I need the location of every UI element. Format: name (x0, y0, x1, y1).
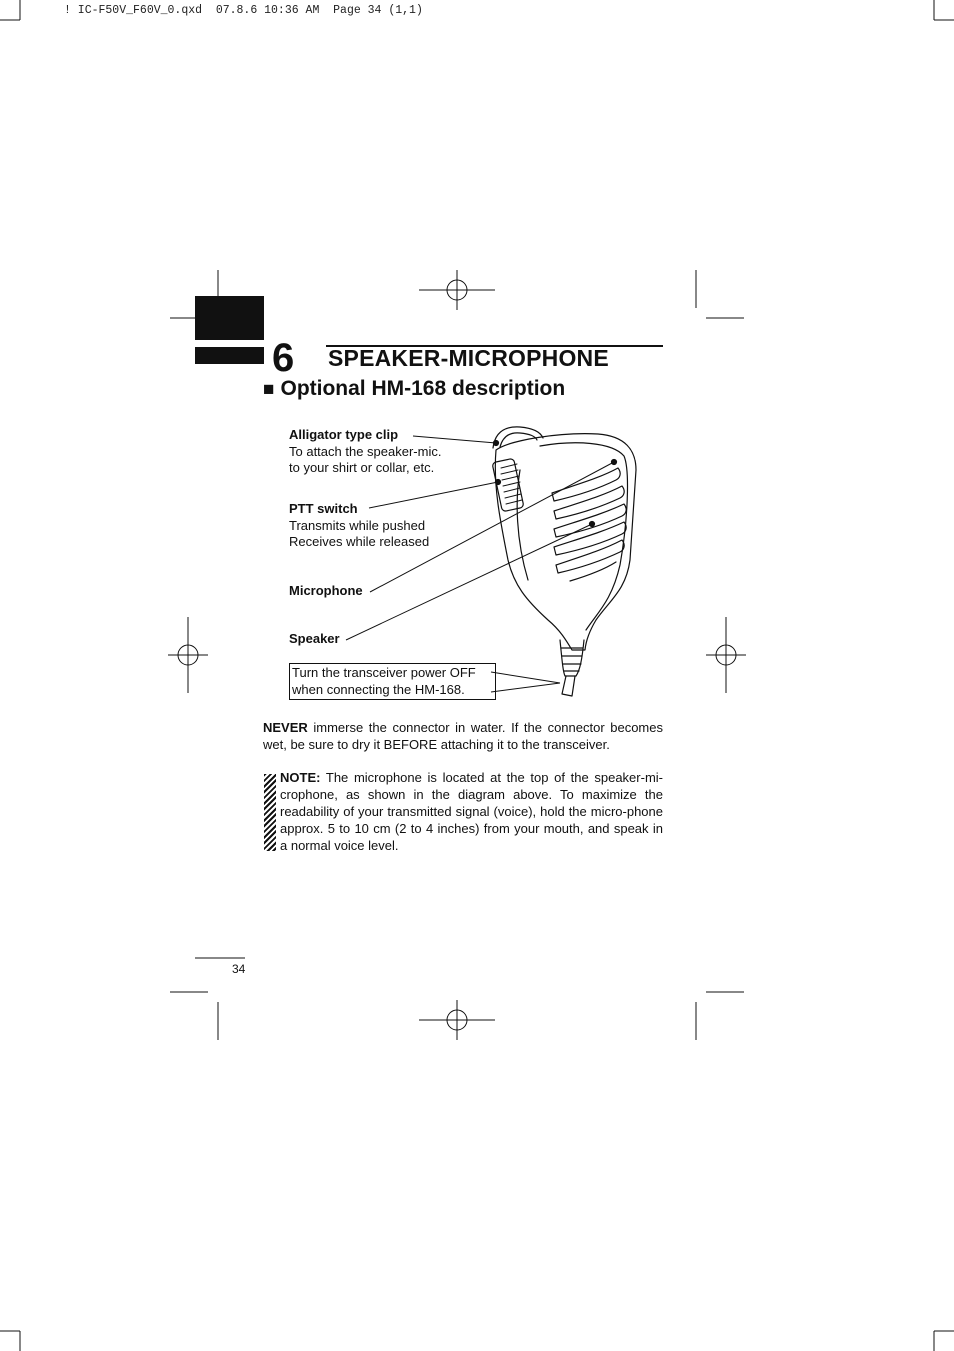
note-paragraph (280, 769, 663, 854)
never-lead: NEVER (263, 720, 308, 735)
never-text: immerse the connector in water. If the connector becomes wet, be sure to dry it BEFORE attaching it to the transceiver. (263, 720, 663, 752)
callout-ptt-line2: Receives while released (289, 534, 430, 549)
callout-ptt-line1: Transmits while pushed (289, 517, 426, 533)
note-lead: NOTE: (280, 770, 321, 785)
note-text: The microphone is located at the top of the speaker-mi-crophone, as shown in the diagram above. To maximize the readability of your transmitted signal (voice), hold the micro-phone approx. 5 to 10 cm (2 to 4 inches) from your mouth, and speak in a normal voice level. (280, 770, 663, 853)
never-paragraph (263, 719, 663, 753)
callout-clip-title: Alligator type clip (289, 427, 399, 442)
callout-clip-line2: to your shirt or collar, etc. (289, 460, 435, 475)
section-title: Optional HM-168 description (280, 377, 566, 400)
callout-microphone-title: Microphone (289, 583, 363, 598)
file-slug: ! IC-F50V_F60V_0.qxd 07.8.6 10:36 AM Page 34 (1,1) (64, 4, 423, 17)
page-number: 34 (232, 962, 246, 976)
callout-speaker-title: Speaker (289, 631, 340, 646)
caution-line2: when connecting the HM-168. (292, 681, 465, 697)
caution-line1: Turn the transceiver power OFF (292, 665, 476, 680)
chapter-number: 6 (272, 336, 295, 380)
callout-ptt-title: PTT switch (289, 501, 358, 516)
callout-clip-line1: To attach the speaker-mic. (289, 443, 442, 459)
square-bullet-icon: ■ (263, 379, 275, 400)
note-stripes-icon (264, 774, 276, 851)
chapter-title: SPEAKER-MICROPHONE (328, 345, 609, 371)
